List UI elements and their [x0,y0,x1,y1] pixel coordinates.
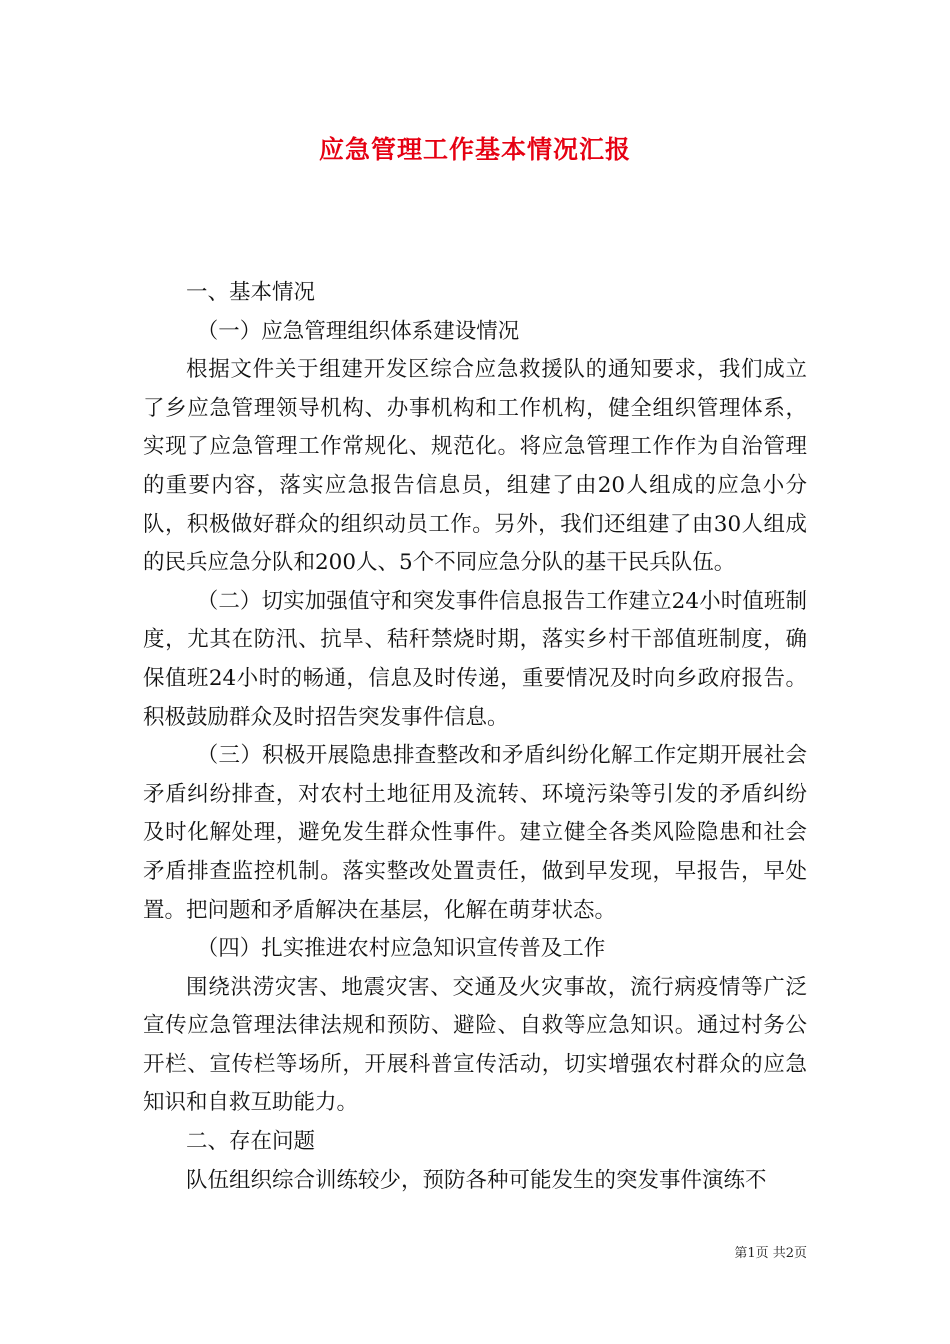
paragraph-organization: 根据文件关于组建开发区综合应急救援队的通知要求，我们成立了乡应急管理领导机构、办事机构和工作机构，健全组织管理体系，实现了应急管理工作常规化、规范化。将应急管理工作作为自治管理的重要内容，落实应急报告信息员，组建了由20人组成的应急小分队，积极做好群众的组织动员工作。另外，我们还组建了由30人组成的民兵应急分队和200人、5个不同应急分队的基干民兵队伍。 [143,357,807,576]
paragraph-duty-reporting: （二）切实加强值守和突发事件信息报告工作建立24小时值班制度，尤其在防汛、抗旱、秸秆禁烧时期，落实乡村干部值班制度，确保值班24小时的畅通，信息及时传递，重要情况及时向乡政府报告。积极鼓励群众及时招告突发事件信息。 [143,588,807,730]
section-heading-basic: 一、基本情况 [186,280,316,305]
subsection-heading-4: （四）扎实推进农村应急知识宣传普及工作 [196,936,606,962]
document-body [143,274,807,1200]
paragraph-risk-investigation: （三）积极开展隐患排查整改和矛盾纠纷化解工作定期开展社会矛盾纠纷排查，对农村土地征用及流转、环境污染等引发的矛盾纠纷及时化解处理，避免发生群众性事件。建立健全各类风险隐患和社会矛盾排查监控机制。落实整改处置责任，做到早发现，早报告，早处置。把问题和矛盾解决在基层，化解在萌芽状态。 [143,743,807,923]
paragraph-problems: 队伍组织综合训练较少，预防各种可能发生的突发事件演练不 [186,1167,767,1193]
paragraph-publicity: 围绕洪涝灾害、地震灾害、交通及火灾事故，流行病疫情等广泛宣传应急管理法律法规和预防、避险、自救等应急知识。通过村务公开栏、宣传栏等场所，开展科普宣传活动，切实增强农村群众的应急知识和自救互助能力。 [143,974,807,1116]
document-title: 应急管理工作基本情况汇报 [318,135,631,164]
page-number-footer: 第1页 共2页 [734,1246,807,1261]
section-heading-problems: 二、存在问题 [186,1129,316,1155]
subsection-heading-1: （一）应急管理组织体系建设情况 [196,318,520,344]
